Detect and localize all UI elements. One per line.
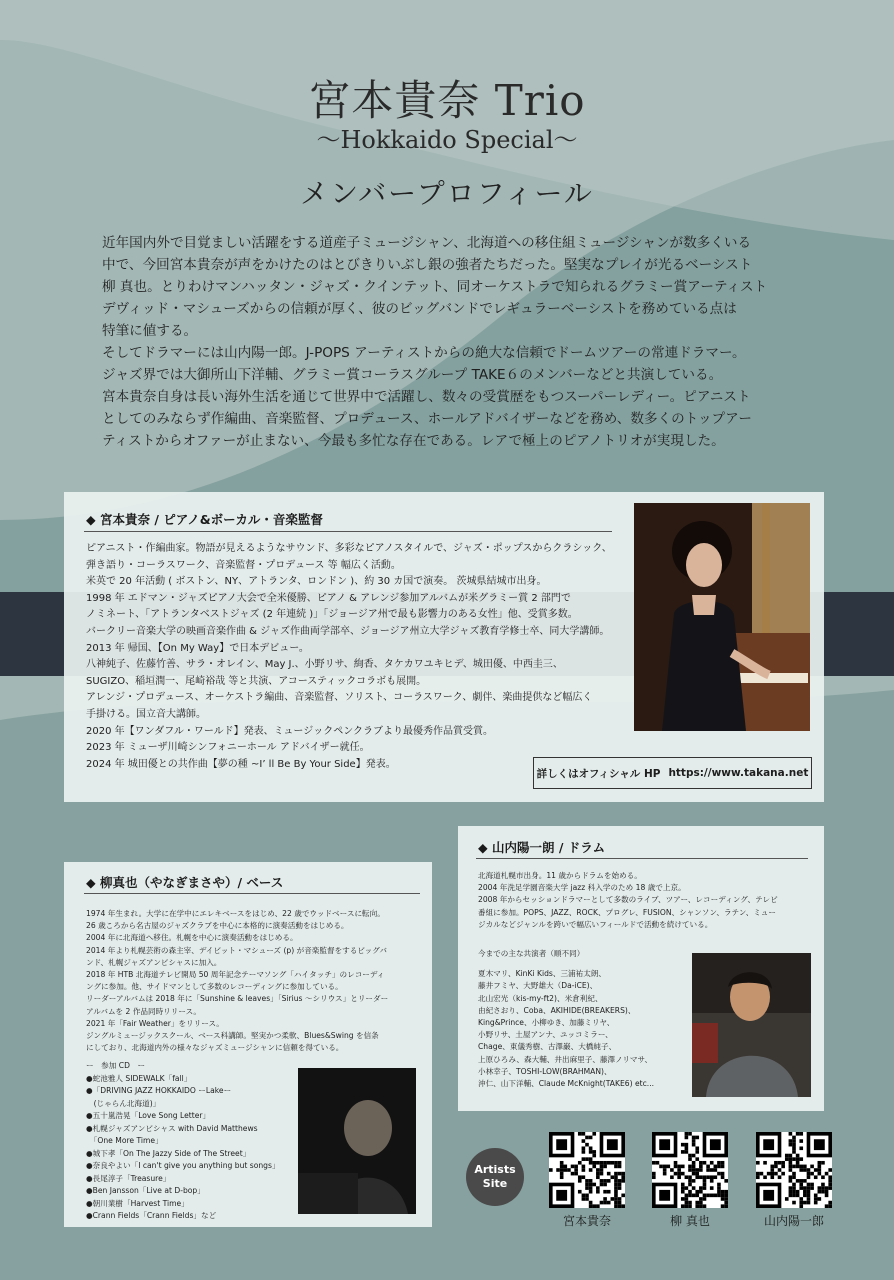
bio-line: 26 歳ころから名古屋のジャズクラブを中心に本格的に演奏活動をはじめる。: [86, 921, 349, 931]
bio-line: 2021 年「Fair Weather」をリリース。: [86, 1018, 224, 1028]
bio-line: 2004 年洗足学園音楽大学 jazz 科入学のため 18 歳で上京。: [478, 883, 686, 893]
qr-label-yamauchi: 山内陽一郎: [763, 1214, 824, 1228]
bio-line: アレンジ・プロデュース、オーケストラ編曲、音楽監督、ソリスト、コーラスワーク、劇伴、楽曲提供など幅広く: [86, 692, 593, 704]
yamauchi-costars: [478, 948, 688, 1090]
badge-line: Artists: [474, 1163, 516, 1176]
yamauchi-photo: [692, 953, 811, 1097]
miyamoto-photo: [634, 503, 810, 731]
bio-line: リーダーアルバムは 2018 年に「Sunshine & leaves」「Sirius 〜シリウス」とリーダー: [86, 994, 389, 1004]
cd-line: ●「DRIVING JAZZ HOKKAIDO ーLakeー: [86, 1086, 232, 1095]
bio-line: ピアニスト・作編曲家。物語が見えるようなサウンド、多彩なピアノスタイルで、ジャズ・ポップスからクラシック、: [86, 543, 612, 554]
badge-line: Site: [482, 1177, 508, 1190]
qr-code-yamauchi[interactable]: [756, 1132, 832, 1208]
cd-line: (じゃらん北海道)」: [86, 1098, 161, 1108]
bio-line: ジカルなどジャンルを跨いで幅広いフィールドで活動を続けている。: [478, 919, 713, 929]
cd-line: ●Ben Jansson「Live at D-bop」: [86, 1186, 205, 1195]
costar-line: [478, 960, 688, 968]
costar-line: 藤井フミヤ、大野雄大（Da-iCE)、: [478, 981, 598, 991]
main-title: 宮本貴奈 Trio: [308, 76, 586, 125]
bio-line: ノミネート、「アトランタベストジャズ (2 年連続 )」「ジョージア州で最も影響力のある女性」他、受賞多数。: [86, 609, 578, 621]
qr-label-yanagi: 柳 真也: [670, 1214, 710, 1228]
bio-line: 2024 年 城田優との共作曲【夢の種 ~I’ ll Be By Your Side】発表。: [86, 758, 396, 770]
section-title: メンバープロフィール: [300, 177, 594, 210]
bio-line: アルバムを 2 作品同時リリース。: [86, 1006, 201, 1016]
bio-line: ングに参加。他、サイドマンとして多数のレコーディングに参加している。: [86, 982, 343, 992]
intro-line: 特筆に値する。: [102, 323, 198, 339]
costar-line: 北山宏光（kis-my-ft2)、米倉利紀、: [478, 993, 603, 1003]
bio-line: にしており、北海道内外の様々なジャズミュージシャンに信頼を得ている。: [86, 1043, 344, 1053]
yanagi-cd-list: [86, 1060, 296, 1223]
official-hp-box[interactable]: [533, 757, 812, 789]
bio-line: 北海道札幌市出身。11 歳からドラムを始める。: [478, 871, 642, 880]
divider: [84, 531, 612, 532]
bio-line: 手掛ける。国立音大講師。: [86, 708, 206, 720]
qr-code-icon: [652, 1132, 728, 1208]
bio-line: SUGIZO、稲垣潤一、尾崎裕哉 等と共演、アコースティックコラボも展開。: [86, 675, 427, 687]
cd-line: ●札幌ジャズアンビシャス with David Matthews: [86, 1123, 258, 1133]
intro-line: ティストからオファーが止まない、今最も多忙な存在である。レアで極上のピアノトリオが実現した。: [102, 433, 725, 449]
bio-line: ジングルミュージックスクール、ベース科講師。堅実かつ柔軟、Blues&Swing を信条: [86, 1031, 379, 1041]
bio-line: 2023 年 ミューザ川崎シンフォニーホール アドバイザー就任。: [86, 742, 370, 754]
yanagi-bio: [86, 908, 416, 1054]
bio-line: 1974 年生まれ。大学に在学中にエレキベースをはじめ、22 歳でウッドベースに転向。: [86, 909, 385, 918]
cd-line: ●朝川業樹「Harvest Time」: [86, 1198, 189, 1208]
miyamoto-heading: ◆ 宮本貴奈 / ピアノ&ボーカル・音楽監督: [86, 512, 323, 527]
yamauchi-heading: ◆ 山内陽一朗 / ドラム: [478, 840, 606, 855]
bio-line: 弾き語り・コーラスワーク、音楽監督・プロデュース 等 幅広く活動。: [86, 559, 401, 571]
yanagi-heading: ◆ 柳真也（やなぎまさや）/ ベース: [86, 875, 284, 890]
costar-line: 小林幸子、TOSHI-LOW(BRAHMAN)、: [478, 1066, 612, 1076]
bio-line: 1998 年 エドマン・ジャズピアノ大会で全米優勝、ピアノ & アレンジ参加アルバムが米グラミー賞 2 部門で: [86, 592, 571, 604]
qr-label-miyamoto: 宮本貴奈: [562, 1214, 611, 1228]
costar-line: Chage、東儀秀樹、古澤巌、大橋純子、: [478, 1042, 617, 1052]
costar-line: King&Prince、小柳ゆき、加藤ミリヤ、: [478, 1018, 615, 1028]
intro-line: 宮本貴奈自身は長い海外生活を通じて世界中で活躍し、数々の受賞歴をもつスーパーレディー。ピアニスト: [102, 389, 751, 405]
bio-line: 2008 年からセッションドラマーとして多数のライブ、ツアー、レコーディング、テレビ: [478, 895, 778, 905]
qr-code-icon: [756, 1132, 832, 1208]
intro-line: そしてドラマーには山内陽一郎。J-POPS アーティストからの絶大な信頼でドームツアーの常連ドラマー。: [102, 345, 746, 361]
intro-line: デヴィッド・マシューズからの信頼が厚く、彼のビッグバンドでレギュラーベーシストを務めている点は: [102, 301, 737, 317]
cd-line: ●城下孝「On The Jazzy Side of The Street」: [86, 1148, 251, 1158]
miyamoto-bio: [86, 541, 626, 773]
bio-line: 2004 年に北海道へ移住。札幌を中心に演奏活動をはじめる。: [86, 933, 298, 943]
intro-line: 近年国内外で目覚ましい活躍をする道産子ミュージシャン、北海道への移住組ミュージシャンが数多くいる: [102, 235, 752, 251]
cd-line: ●五十嵐浩晃「Love Song Letter」: [86, 1111, 211, 1120]
yanagi-photo: [298, 1068, 416, 1214]
yamauchi-bio: [478, 870, 808, 931]
intro-text: [102, 232, 802, 452]
costar-line: 由紀さおり、Coba、AKIHIDE(BREAKERS)、: [478, 1005, 636, 1015]
bio-line: 米英で 20 年活動 ( ボストン、NY、アトランタ、ロンドン )、約 30 カ国で演奏。 茨城県結城市出身。: [86, 576, 547, 588]
intro-line: としてのみならず作編曲、音楽監督、プロデュース、ホールアドバイザーなどを務め、数多くのトップアー: [102, 411, 752, 427]
bio-line: 2013 年 帰国、【On My Way】で日本デビュー。: [86, 642, 309, 654]
intro-line: 中で、今回宮本貴奈が声をかけたのはとびきりいぶし銀の強者たちだった。堅実なプレイが光るベーシスト: [102, 257, 753, 273]
qr-code-miyamoto[interactable]: [549, 1132, 625, 1208]
divider: [84, 893, 420, 894]
cd-line: ●奈良やよい「I can't give you anything but songs」: [86, 1161, 280, 1170]
costar-line: 小野リサ、土屋アンナ、ユッコミラー、: [478, 1030, 613, 1040]
costar-line: 夏木マリ、KinKi Kids、三浦祐太朗、: [478, 969, 607, 979]
bio-line: 2018 年 HTB 北海道テレビ開局 50 周年記念テーマソング「ハイタッチ」のレコーディ: [86, 970, 385, 980]
intro-line: ジャズ界では大御所山下洋輔、グラミー賞コーラスグループ TAKE６のメンバーなどと共演している。: [102, 367, 723, 383]
hp-label: 詳しくはオフィシャル HP: [536, 767, 661, 780]
cd-line: ●Crann Fields「Crann Fields」など: [86, 1211, 217, 1220]
artists-site-badge: [466, 1148, 524, 1206]
hp-url-link[interactable]: https://www.takana.net: [668, 767, 809, 779]
subtitle: 〜Hokkaido Special〜: [316, 126, 578, 154]
bio-line: ンド、札幌ジャズアンビシャスに加入。: [86, 957, 222, 967]
bio-line: 2020 年【ワンダフル・ワールド】発表、ミュージックペンクラブより最優秀作品賞受賞。: [86, 725, 494, 737]
cd-line: ●長尾淳子「Treasure」: [86, 1173, 171, 1183]
qr-code-yanagi[interactable]: [652, 1132, 728, 1208]
costar-line: 沖仁、山下洋輔、Claude McKnight(TAKE6) etc...: [478, 1079, 655, 1089]
qr-code-icon: [549, 1132, 625, 1208]
bio-line: 番組に参加。POPS、JAZZ、ROCK、プログレ、FUSION、シャンソン、ラテン、ミュー: [478, 907, 776, 917]
bio-line: 八神純子、佐藤竹善、サラ・オレイン、May J.、小野リサ、絢香、タケカワユキヒデ、城田優、中西圭三、: [86, 659, 563, 671]
bio-line: バークリー音楽大学の映画音楽作曲 & ジャズ作曲両学部卒、ジョージア州立大学ジャズ教育学修士卒、同大学講師。: [86, 625, 610, 637]
intro-line: 柳 真也。とりわけマンハッタン・ジャズ・クインテット、同オーケストラで知られるグラミー賞アーティスト: [102, 279, 768, 295]
costar-line: 上原ひろみ、森大輔、井出麻里子、藤澤ノリマサ、: [478, 1054, 653, 1064]
cd-line: ー 参加 CD ー: [86, 1061, 146, 1070]
costar-line: 今までの主な共演者（順不同）: [478, 949, 585, 958]
divider: [476, 858, 808, 859]
cd-line: ●蛇池雅人 SIDEWALK「fall」: [86, 1073, 192, 1083]
bio-line: 2014 年より札幌芸術の森主宰、デイビット・マシューズ (p) が音楽監督をするビッグバ: [86, 945, 387, 955]
cd-line: 「One More Time」: [86, 1136, 163, 1145]
